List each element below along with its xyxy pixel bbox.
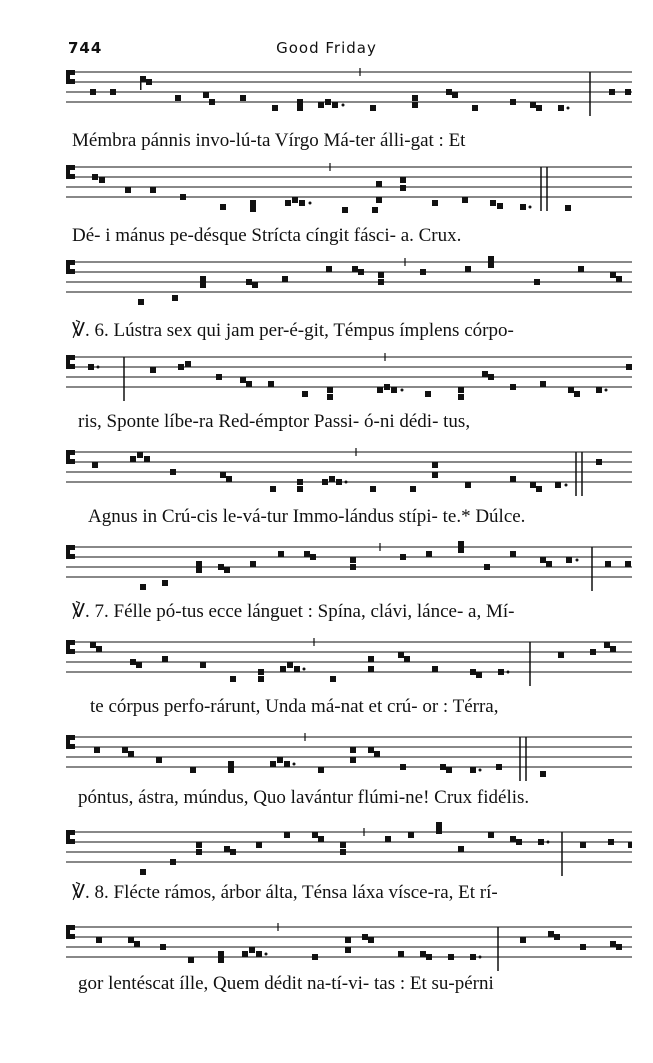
four-line-staff xyxy=(0,252,653,312)
four-line-staff xyxy=(0,157,653,217)
staff-lyric: ℣. 6. Lústra sex qui jam per-é-git, Témpus ímplens córpo- xyxy=(72,320,514,341)
neumes xyxy=(140,541,631,590)
staff-lyric: ℣. 8. Flécte rámos, árbor álta, Ténsa láxa vísce-ra, Et rí- xyxy=(72,882,498,903)
four-line-staff xyxy=(0,62,653,122)
c-clef-icon xyxy=(66,735,75,749)
staff-lyric: póntus, ástra, múndus, Quo lavántur flúmi-ne! Crux fidélis. xyxy=(78,787,530,808)
c-clef-icon xyxy=(66,165,75,179)
neumes xyxy=(138,256,622,305)
c-clef-icon xyxy=(66,70,75,84)
c-clef-icon xyxy=(66,830,75,844)
staff-lyric: Agnus in Crú-cis le-vá-tur Immo-lándus stípi- te.* Dúlce. xyxy=(88,506,526,527)
c-clef-icon xyxy=(66,450,75,464)
chant-system xyxy=(0,537,653,632)
chant-system xyxy=(0,442,653,537)
chant-system xyxy=(0,252,653,347)
neumes xyxy=(92,174,571,213)
chant-system xyxy=(0,727,653,822)
chant-system xyxy=(0,347,653,442)
chant-system xyxy=(0,632,653,727)
chant-system xyxy=(0,822,653,917)
four-line-staff xyxy=(0,917,653,977)
four-line-staff xyxy=(0,442,653,502)
c-clef-icon xyxy=(66,545,75,559)
c-clef-icon xyxy=(66,355,75,369)
staff-lyric: Dé- i mánus pe-désque Strícta cíngit fásci- a. Crux. xyxy=(72,225,462,246)
chant-system xyxy=(0,157,653,252)
four-line-staff xyxy=(0,727,653,787)
four-line-staff xyxy=(0,347,653,407)
four-line-staff xyxy=(0,537,653,597)
chant-system xyxy=(0,62,653,157)
c-clef-icon xyxy=(66,640,75,654)
staff-lyric: ℣. 7. Félle pó-tus ecce lánguet : Spína, clávi, lánce- a, Mí- xyxy=(72,601,515,622)
four-line-staff xyxy=(0,632,653,692)
c-clef-icon xyxy=(66,260,75,274)
four-line-staff xyxy=(0,822,653,882)
staff-lyric: ris, Sponte líbe-ra Red-émptor Passi- ó-ni dédi- tus, xyxy=(78,411,471,432)
staff-lyric: gor lentéscat ílle, Quem dédit na-tí-vi- tas : Et su-pérni xyxy=(78,973,494,994)
staff-lyric: te córpus perfo-rárunt, Unda má-nat et crú- or : Térra, xyxy=(90,696,499,717)
chant-system xyxy=(0,917,653,1012)
neumes xyxy=(94,747,546,777)
running-head-title: Good Friday xyxy=(276,39,377,57)
staff-lyric: Mémbra pánnis invo-lú-ta Vírgo Má-ter álli-gat : Et xyxy=(72,130,466,151)
page-number: 744 xyxy=(68,39,103,57)
neumes xyxy=(140,822,632,875)
neumes xyxy=(90,76,631,111)
c-clef-icon xyxy=(66,925,75,939)
